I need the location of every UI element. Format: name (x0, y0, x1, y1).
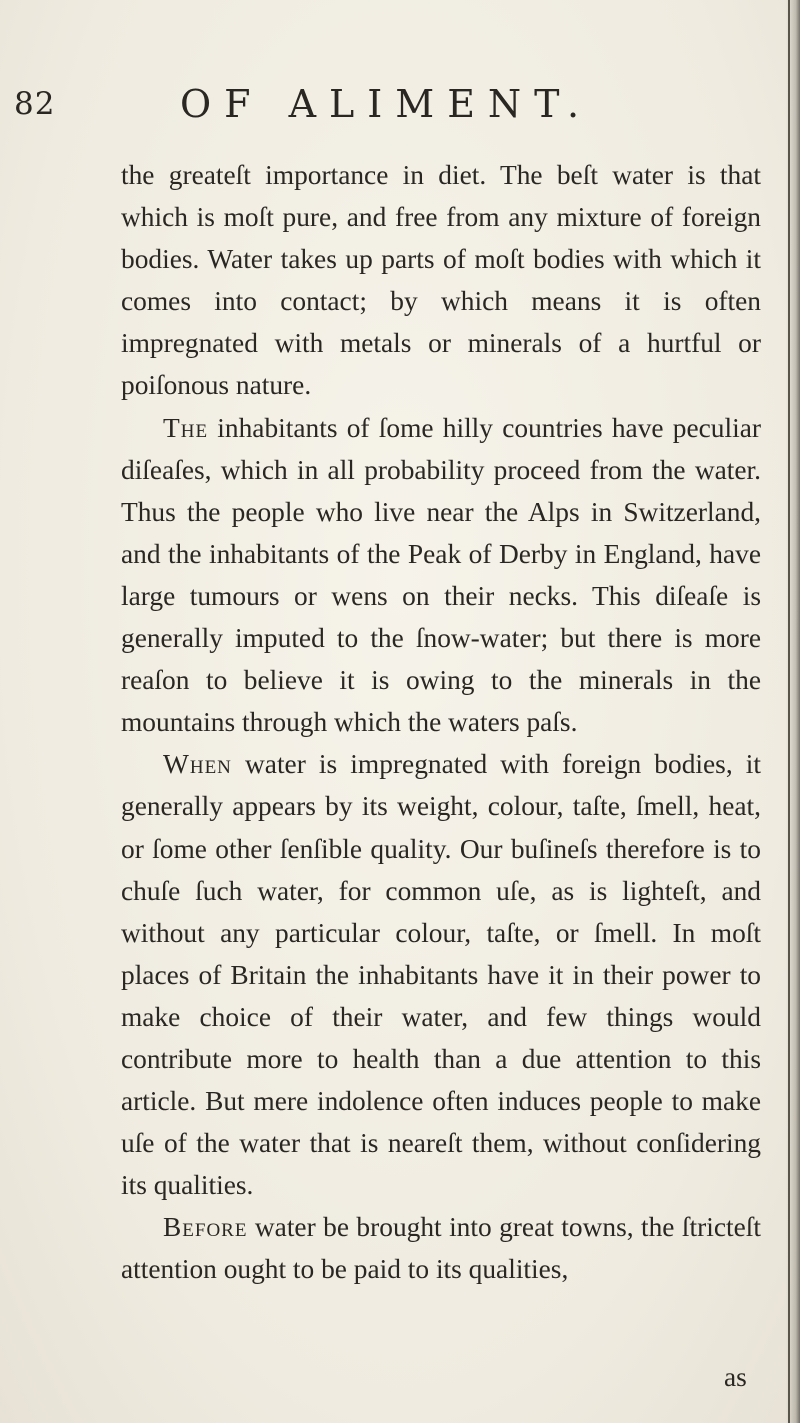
paragraph-3-text: water is impregnated with foreign bodies, it generally appears by its weight, colour, taſte, ſmell, heat, or ſome other ſenſible quality. Our buſineſs therefore is to chuſe ſuch water, for common uſe, as is lighteſt, and without any particular colour, taſte, or ſmell. In moſt places of Britain the inhabitants have it in their power to make choice of their water, and few things would contribute more to health than a due attention to this article. But mere indolence often induces people to make uſe of the water that is neareſt them, without conſidering its qualities. (121, 749, 761, 1201)
page-edge-line (788, 0, 790, 1423)
running-title: OF ALIMENT. (180, 82, 593, 126)
body-text (121, 154, 761, 1291)
paragraph-4-lead: Before (163, 1212, 248, 1243)
paragraph-2-text: inhabitants of ſome hilly countries have peculiar diſeaſes, which in all probability proceed from the water. Thus the people who live near the Alps in Switzerland, and the inhabitants of the Peak of Derby in England, have large tumours or wens on their necks. This diſeaſe is generally imputed to the ſnow-water; but there is more reaſon to believe it is owing to the minerals in the mountains through which the waters paſs. (121, 412, 761, 738)
page-header (0, 82, 800, 132)
paragraph-3-lead: When (163, 749, 232, 780)
paragraph-2 (121, 407, 761, 744)
paragraph-4-text: water be brought into great towns, the ſtricteſt attention ought to be paid to its qualities, (121, 1212, 761, 1285)
page-number: 82 (14, 86, 56, 122)
paragraph-3 (121, 743, 761, 1206)
catchword: as (724, 1362, 747, 1392)
paragraph-2-lead: The (163, 412, 209, 443)
paragraph-1-text: the greateſt importance in diet. The beſt water is that which is moſt pure, and free from any mixture of foreign bodies. Water takes up parts of moſt bodies with which it comes into contact; by which means it is often impregnated with metals or minerals of a hurtful or poiſonous nature. (121, 160, 761, 401)
paragraph-4 (121, 1206, 761, 1290)
paragraph-1 (121, 154, 761, 407)
